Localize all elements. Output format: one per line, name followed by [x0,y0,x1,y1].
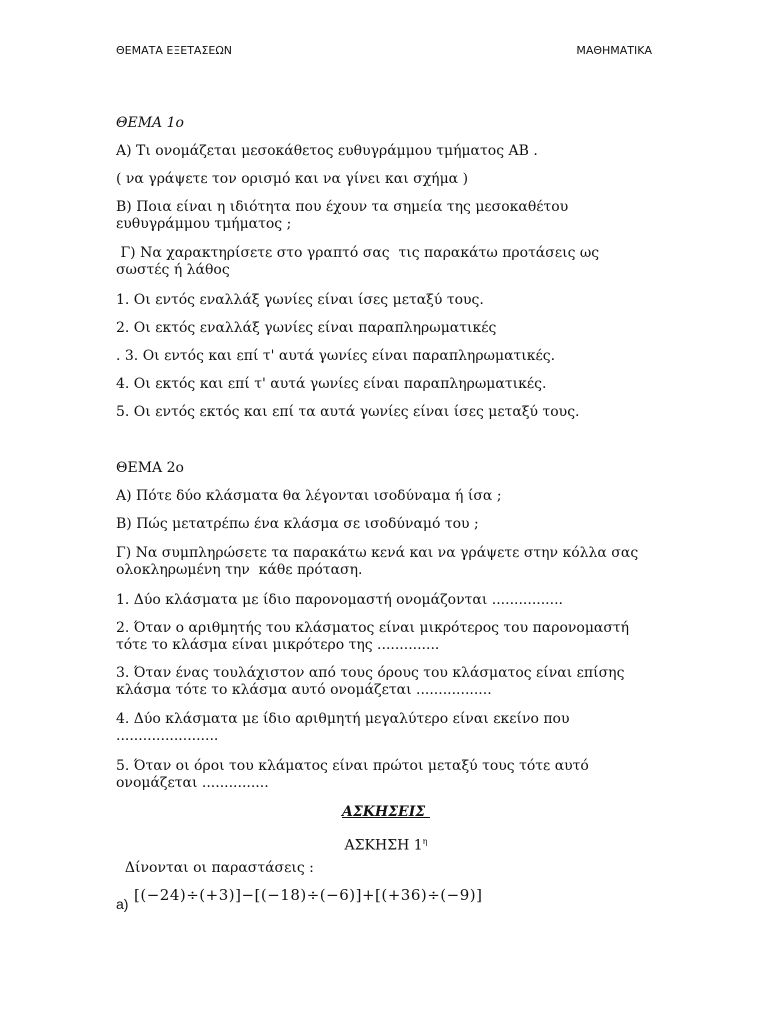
theme2-item-1: 1. Δύο κλάσματα με ίδιο παρονομαστή ονομάζονται ................ [116,592,563,608]
theme1-question-c: Γ) Να χαρακτηρίσετε στο γραπτό σας τις παρακάτω προτάσεις ως σωστές ή λάθος [116,245,604,278]
theme2-item-5: 5. Όταν οι όροι του κλάματος είναι πρώτοι μεταξύ τους τότε αυτό ονομάζεται ............... [116,758,594,791]
theme1-item-2: 2. Οι εκτός εναλλάξ γωνίες είναι παραπληρωματικές [116,320,497,336]
exercise-1-title-superscript: η [422,837,428,846]
theme1-item-3: . 3. Οι εντός και επί τ' αυτά γωνίες είναι παραπληρωματικές. [116,348,556,364]
theme1-item-4: 4. Οι εκτός και επί τ' αυτά γωνίες είναι παραπληρωματικές. [116,376,547,392]
math-expression: [(−24)÷(+3)]−[(−18)÷(−6)]+[(+36)÷(−9)] [134,886,483,904]
exercise-1-title-text: ΑΣΚΗΣΗ 1 [344,837,423,854]
theme1-question-b: Β) Ποια είναι η ιδιότητα που έχουν τα σημεία της μεσοκαθέτου ευθυγράμμου τμήματος ; [116,199,573,232]
exercises-heading [116,804,656,821]
exercises-heading-text: ΑΣΚΗΣΕΙΣ [341,804,431,820]
theme2-item-4: 4. Δύο κλάσματα με ίδιο αριθμητή μεγαλύτερο είναι εκείνο που ....................... [116,711,574,744]
exercise-1-title [116,833,656,855]
theme2-question-b: Β) Πώς μετατρέπω ένα κλάσμα σε ισοδύναμό του ; [116,516,479,532]
theme2-item-3: 3. Όταν ένας τουλάχιστον από τους όρους του κλάσματος είναι επίσης κλάσμα τότε το κλάσμα αυτό ονομάζεται ................. [116,665,629,698]
theme2-item-2: 2. Όταν ο αριθμητής του κλάσματος είναι μικρότερος του παρονομαστή τότε το κλάσμα είναι μικρότερο της .............. [116,620,634,653]
theme1-question-a-note: ( να γράψετε τον ορισμό και να γίνει και σχήμα ) [116,171,469,187]
theme1-title: ΘΕΜΑ 1ο [116,115,184,131]
theme2-title: ΘΕΜΑ 2ο [116,460,184,476]
theme1-item-1: 1. Οι εντός εναλλάξ γωνίες είναι ίσες μεταξύ τους. [116,292,484,308]
header-right-text: ΜΑΘΗΜΑΤΙΚΑ [576,44,652,57]
theme2-question-a: Α) Πότε δύο κλάσματα θα λέγονται ισοδύναμα ή ίσα ; [116,488,502,504]
theme1-item-5: 5. Οι εντός εκτός και επί τα αυτά γωνίες είναι ίσες μεταξύ τους. [116,404,580,420]
theme2-question-c: Γ) Να συμπληρώσετε τα παρακάτω κενά και να γράψετε στην κόλλα σας ολοκληρωμένη την κάθε πρόταση. [116,545,643,578]
theme1-question-a: Α) Τι ονομάζεται μεσοκάθετος ευθυγράμμου τμήματος ΑΒ . [116,143,538,159]
header-left-text: ΘΕΜΑΤΑ ΕΞΕΤΑΣΕΩΝ [116,44,232,57]
formula-label: a) [116,896,129,912]
exercise-1-given: Δίνονται οι παραστάσεις : [116,860,314,876]
page-header [116,44,652,60]
